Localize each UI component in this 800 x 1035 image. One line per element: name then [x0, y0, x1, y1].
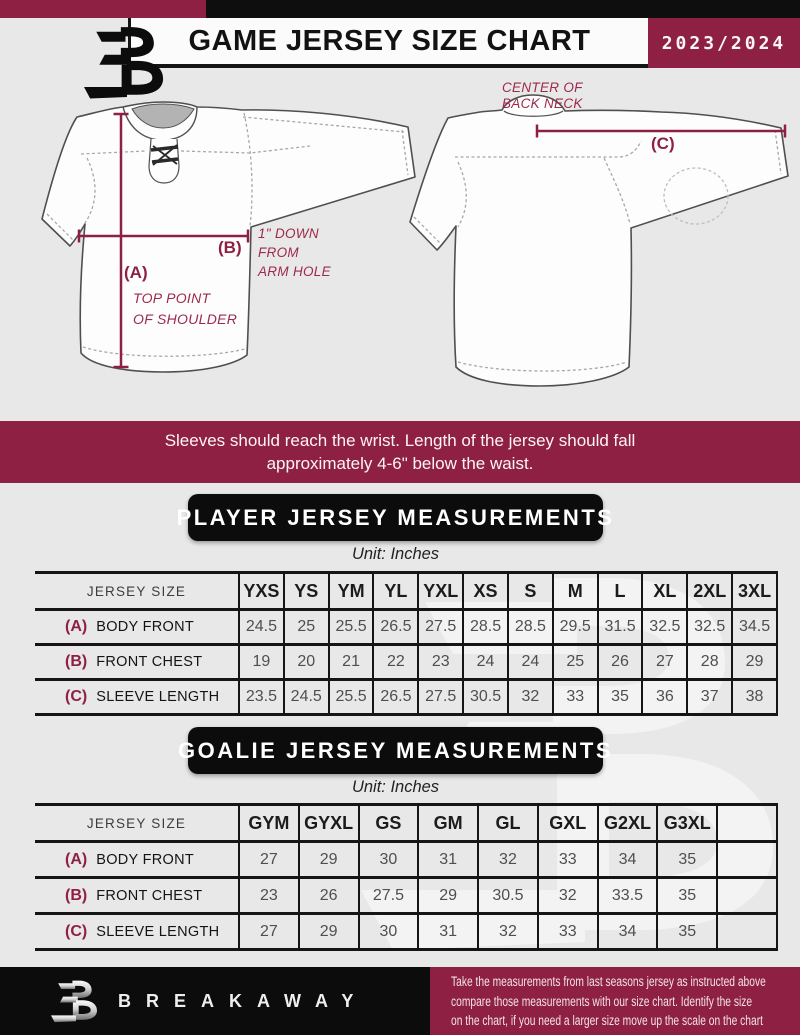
label-b-key: (B) — [218, 238, 242, 257]
measurement-value: 29 — [732, 645, 777, 680]
measurement-key: (C) — [65, 922, 88, 940]
goalie-unit-label: Unit: Inches — [351, 778, 440, 796]
measurement-value: 30.5 — [463, 680, 508, 715]
page-title: GAME JERSEY SIZE CHART — [188, 24, 591, 57]
measurement-row — [35, 914, 777, 950]
measurement-value: 36 — [642, 680, 687, 715]
size-column-header: GYXL — [299, 805, 359, 842]
measurement-value: 33 — [538, 842, 598, 878]
player-unit-label: Unit: Inches — [351, 545, 440, 563]
back-jersey-diagram — [410, 95, 788, 386]
measurement-row-label — [35, 878, 239, 914]
measurement-value: 30 — [359, 914, 419, 950]
measurement-value: 23 — [239, 878, 299, 914]
size-column-header: GM — [418, 805, 478, 842]
measurement-row-label — [35, 914, 239, 950]
size-column-header: XS — [463, 573, 508, 610]
measurement-key: (A) — [65, 618, 88, 635]
player-section-title: PLAYER JERSEY MEASUREMENTS — [176, 504, 615, 530]
measurement-value: 26.5 — [373, 610, 418, 645]
player-section-header — [176, 494, 615, 541]
measurement-value: 27 — [239, 914, 299, 950]
measurement-row — [35, 645, 777, 680]
measurement-value: 24 — [508, 645, 553, 680]
measurement-value: 32 — [508, 680, 553, 715]
measurement-value: 27.5 — [359, 878, 419, 914]
size-header-row — [35, 805, 777, 842]
measurement-label: BODY FRONT — [96, 619, 195, 635]
measurement-key: (B) — [65, 653, 88, 670]
measurement-value: 19 — [239, 645, 284, 680]
measurement-value: 32.5 — [642, 610, 687, 645]
measurement-value: 31 — [418, 914, 478, 950]
top-strip-maroon — [0, 0, 206, 18]
season-label: 2023/2024 — [661, 32, 787, 54]
measurement-value — [717, 842, 777, 878]
measurement-value: 27.5 — [418, 680, 463, 715]
measurement-value: 26 — [299, 878, 359, 914]
size-header-row — [35, 573, 777, 610]
footer-brand-name: BREAKAWAY — [118, 991, 369, 1011]
measurement-key: (C) — [65, 688, 88, 705]
goalie-section-header — [178, 727, 613, 774]
measurement-value: 31.5 — [598, 610, 643, 645]
measurement-value: 32 — [538, 878, 598, 914]
measurement-value: 33 — [538, 914, 598, 950]
season-badge — [648, 18, 800, 68]
measurement-value: 22 — [373, 645, 418, 680]
measurement-row-label — [35, 680, 239, 715]
label-a-key: (A) — [124, 263, 148, 282]
measurement-value: 27 — [642, 645, 687, 680]
measurement-value: 32.5 — [687, 610, 732, 645]
measurement-value: 28.5 — [508, 610, 553, 645]
measurement-label: FRONT CHEST — [96, 887, 203, 904]
measurement-value: 23.5 — [239, 680, 284, 715]
size-column-header: YS — [284, 573, 329, 610]
measurement-value: 35 — [598, 680, 643, 715]
measurement-value: 30 — [359, 842, 419, 878]
footer-note-line-3: on the chart, if you need a larger size move up the scale on the chart — [451, 1013, 763, 1028]
measurement-row-label — [35, 610, 239, 645]
measurement-value: 38 — [732, 680, 777, 715]
table-corner-label: JERSEY SIZE — [86, 815, 187, 831]
measurement-value: 27.5 — [418, 610, 463, 645]
measurement-value: 33 — [553, 680, 598, 715]
measurement-value: 23 — [418, 645, 463, 680]
size-column-header: GS — [359, 805, 419, 842]
measurement-value: 34 — [598, 842, 658, 878]
measurement-value: 31 — [418, 842, 478, 878]
measurement-row — [35, 842, 777, 878]
label-b-note: 1" DOWN FROM ARM HOLE — [258, 226, 331, 279]
size-column-header — [717, 805, 777, 842]
measurement-value: 34 — [598, 914, 658, 950]
measurement-value: 28.5 — [463, 610, 508, 645]
size-column-header: GYM — [239, 805, 299, 842]
measurement-label: SLEEVE LENGTH — [96, 923, 220, 940]
measurement-value: 32 — [478, 914, 538, 950]
measurement-value — [717, 914, 777, 950]
footer-note-line-2: compare those measurements with our size chart. Identify the size — [451, 993, 753, 1009]
measurement-value: 26.5 — [373, 680, 418, 715]
measurement-value: 37 — [687, 680, 732, 715]
size-column-header: S — [508, 573, 553, 610]
size-column-header: L — [598, 573, 643, 610]
measurement-label: SLEEVE LENGTH — [96, 689, 220, 705]
size-column-header: G3XL — [657, 805, 717, 842]
back-jersey-outline — [410, 95, 788, 386]
measurement-value: 29 — [299, 914, 359, 950]
measurement-value: 30.5 — [478, 878, 538, 914]
footer-note-line-1: Take the measurements from last seasons jersey as instructed above — [451, 974, 766, 989]
goalie-size-table — [35, 803, 778, 951]
page-title-box — [128, 18, 648, 68]
size-column-header: YXS — [239, 573, 284, 610]
fit-notice-banner — [0, 421, 800, 483]
notice-line-2: approximately 4-6" below the waist. — [266, 454, 534, 473]
measurement-label: BODY FRONT — [96, 851, 195, 868]
footer-instructions — [451, 972, 796, 1031]
measurement-value: 21 — [329, 645, 374, 680]
top-strip-black — [206, 0, 800, 18]
size-column-header: YXL — [418, 573, 463, 610]
size-column-header: YM — [329, 573, 374, 610]
measurement-row — [35, 878, 777, 914]
measurement-value: 25.5 — [329, 680, 374, 715]
label-c-key: (C) — [651, 134, 675, 153]
size-column-header: GL — [478, 805, 538, 842]
measurement-value: 20 — [284, 645, 329, 680]
measurement-value: 29 — [299, 842, 359, 878]
front-jersey-diagram — [42, 102, 415, 372]
measurement-row — [35, 680, 777, 715]
size-column-header: XL — [642, 573, 687, 610]
measurement-row-label — [35, 645, 239, 680]
measurement-value: 25 — [553, 645, 598, 680]
measurement-value: 24 — [463, 645, 508, 680]
footer-breakaway-logo-icon — [48, 977, 104, 1027]
measurement-row-label — [35, 842, 239, 878]
measurement-value: 28 — [687, 645, 732, 680]
size-column-header: 2XL — [687, 573, 732, 610]
measurement-row — [35, 610, 777, 645]
measurement-value: 35 — [657, 914, 717, 950]
table-corner-label: JERSEY SIZE — [86, 583, 187, 599]
measurement-key: (B) — [65, 886, 88, 904]
measurement-value: 29.5 — [553, 610, 598, 645]
size-column-header: YL — [373, 573, 418, 610]
measurement-key: (A) — [65, 850, 88, 868]
label-c-note: CENTER OF BACK NECK — [502, 80, 583, 111]
measurement-value: 24.5 — [284, 680, 329, 715]
goalie-section-title: GOALIE JERSEY MEASUREMENTS — [178, 737, 613, 763]
jersey-diagrams — [0, 78, 800, 420]
measurement-value: 33.5 — [598, 878, 658, 914]
label-a-note: TOP POINT OF SHOULDER — [133, 290, 238, 327]
size-column-header: 3XL — [732, 573, 777, 610]
player-size-table — [35, 571, 778, 716]
size-column-header: M — [553, 573, 598, 610]
measurement-value: 35 — [657, 878, 717, 914]
notice-line-1: Sleeves should reach the wrist. Length of the jersey should fall — [164, 431, 636, 450]
measurement-value: 24.5 — [239, 610, 284, 645]
measurement-label: FRONT CHEST — [96, 654, 203, 670]
measurement-value: 25 — [284, 610, 329, 645]
measurement-value — [717, 878, 777, 914]
measurement-value: 35 — [657, 842, 717, 878]
measurement-value: 27 — [239, 842, 299, 878]
measurement-value: 32 — [478, 842, 538, 878]
size-column-header: G2XL — [598, 805, 658, 842]
measurement-value: 25.5 — [329, 610, 374, 645]
measurement-value: 26 — [598, 645, 643, 680]
measurement-value: 34.5 — [732, 610, 777, 645]
size-column-header: GXL — [538, 805, 598, 842]
measurement-value: 29 — [418, 878, 478, 914]
